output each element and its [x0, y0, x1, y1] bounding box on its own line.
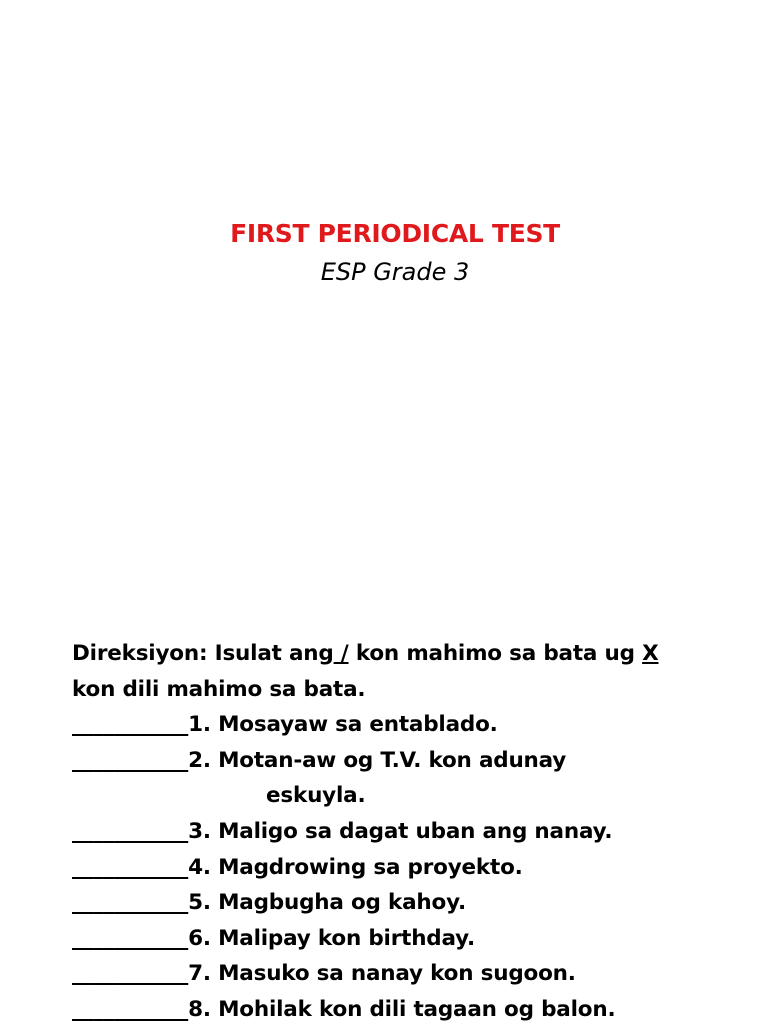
question-item [72, 956, 762, 992]
answer-blank: ___________ [72, 747, 189, 773]
question-item [72, 850, 762, 886]
question-text: Magdrowing sa proyekto. [218, 854, 523, 880]
question-number: 5. [188, 890, 211, 916]
question-number: 1. [188, 712, 211, 738]
question-list [72, 707, 762, 1027]
check-mark-symbol: / [333, 641, 349, 666]
question-text: Mosayaw sa entablado. [218, 712, 498, 738]
question-number: 4. [188, 854, 211, 880]
directions-prefix: Direksiyon: Isulat ang [72, 641, 334, 666]
test-title: FIRST PERIODICAL TEST [230, 219, 560, 248]
question-number: 2. [188, 747, 211, 773]
question-item [72, 707, 762, 743]
directions-line-1 [72, 636, 762, 672]
test-content [72, 636, 762, 1028]
question-text-continuation: eskuyla. [266, 783, 366, 809]
answer-blank: ___________ [72, 818, 189, 844]
question-text: Magbugha og kahoy. [218, 890, 466, 916]
question-text: Malipay kon birthday. [218, 925, 475, 951]
answer-blank: ___________ [72, 925, 189, 951]
directions-middle: kon mahimo sa bata ug [348, 641, 643, 666]
answer-blank: ___________ [72, 712, 189, 738]
directions-line-2: kon dili mahimo sa bata. [72, 676, 366, 702]
question-text: Motan-aw og T.V. kon adunay [218, 747, 567, 773]
question-item [72, 743, 762, 779]
answer-blank: ___________ [72, 996, 189, 1022]
question-item [72, 814, 762, 850]
answer-blank: ___________ [72, 854, 189, 880]
question-number: 7. [188, 961, 211, 987]
answer-blank: ___________ [72, 961, 189, 987]
test-subtitle: ESP Grade 3 [320, 258, 470, 286]
question-number: 6. [188, 925, 211, 951]
question-item [72, 992, 762, 1028]
question-text: Maligo sa dagat uban ang nanay. [218, 818, 613, 844]
question-item [72, 921, 762, 957]
question-number: 8. [188, 996, 211, 1022]
question-number: 3. [188, 818, 211, 844]
question-item [72, 885, 762, 921]
x-mark-symbol: X [642, 641, 659, 666]
question-text: Mohilak kon dili tagaan og balon. [218, 996, 616, 1022]
answer-blank: ___________ [72, 890, 189, 916]
question-text: Masuko sa nanay kon sugoon. [218, 961, 576, 987]
